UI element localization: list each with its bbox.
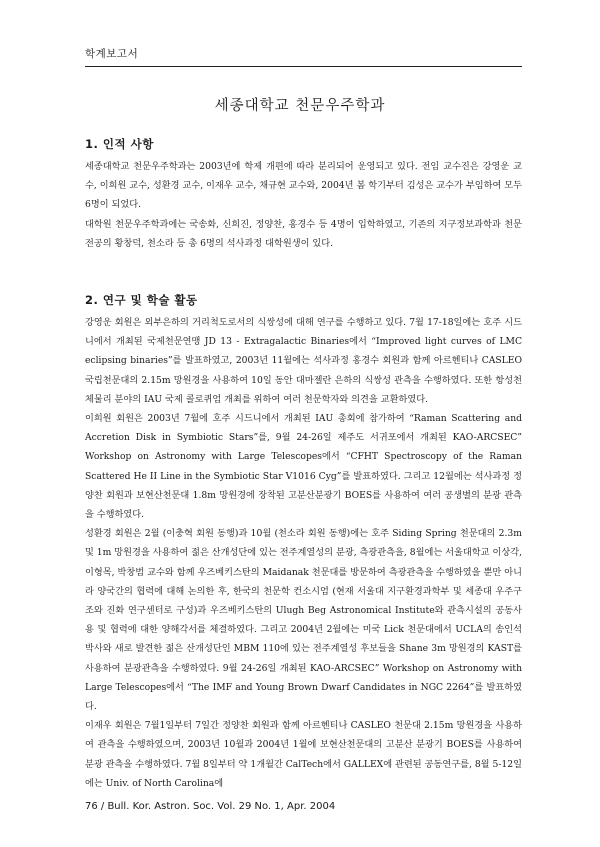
paragraph: 이재우 회원은 7월1일부터 7일간 정양찬 회원과 함께 아르헨티나 CASLEO 천문대 2.15m 망원경을 사용하여 관측을 수행하였으며, 2003년 10월과 2004년 1월에 보현산천문대의 고분산 분광기 BOES를 사용하여 분광 관측을 수행하였다. 7월 8일부터 약 1개월간 CalTech에서 GALLEX에 관련된 공동연구를, 8월 5-12일에는 Univ. of North Carolina에 xyxy=(85,720,522,789)
paragraph: 성환경 회원은 2월 (이충혁 회원 동행)과 10월 (천소라 회원 동행)에는 호주 Siding Spring 천문대의 2.3m 및 1m 망원경을 사용하여 젊은 산개성단에 있는 전주계열성의 분광, 측광관측을, 8월에는 서울대학교 이상각, 이형목, 박창범 교수와 함께 우즈베키스탄의 Maidanak 천문대를 방문하여 측광관측을 수행하였을 뿐만 아니라 양국간의 협력에 대해 논의한 후, 한국의 천문학 컨소시엄 (현재 서울대 지구환경과학부 및 세종대 우주구조와 진화 연구센터로 구성)과 우즈베키스탄의 Ulugh Beg Astronomical Institute와 관측시설의 공동사용 및 협력에 대한 양해각서를 체결하였다. 그리고 2004년 2월에는 미국 Lick 천문대에서 UCLA의 송인석 박사와 새로 발견한 젊은 산개성단인 MBM 110에 있는 전주계열성 후보들을 Shane 3m 망원경의 KAST를 사용하여 분광관측을 수행하였다. 9월 24-26일 개최된 KAO-ARCSEC” Workshop on Astronomy with Large Telescopes에서 “The IMF and Young Brown Dwarf Candidates in NGC 2264”를 발표하였다. xyxy=(85,528,522,713)
paragraph: 강영운 회원은 외부은하의 거리척도로서의 식쌍성에 대해 연구를 수행하고 있다. 7월 17-18일에는 호주 시드니에서 개최된 국제천문연맹 JD 13 - Extragalactic Binaries에서 “Improved light curves of LMC eclipsing binaries”를 발표하였고, 2003년 11월에는 석사과정 홍경수 회원과 함께 아르헨티나 CASLEO 국립천문대의 2.15m 망원경을 사용하여 10일 동안 대마젤란 은하의 식쌍성 관측을 수행하였다. 또한 항성천체물리 분야의 IAU 국제 콜로퀴엄 개최를 위하여 여러 천문학자와 의견을 교환하였다. xyxy=(85,317,522,405)
header-rule xyxy=(85,66,522,67)
page-footer: 76 / Bull. Kor. Astron. Soc. Vol. 29 No. 1, Apr. 2004 xyxy=(85,801,336,812)
section-heading-personnel: 1. 인적 사항 xyxy=(85,137,154,151)
running-head: 학계보고서 xyxy=(85,48,139,60)
article-title: 세종대학교 천문우주학과 xyxy=(214,98,386,114)
section-body-personnel xyxy=(85,157,522,253)
section-heading-research: 2. 연구 및 학술 활동 xyxy=(85,293,198,307)
paragraph: 이희원 회원은 2003년 7월에 호주 시드니에서 개최된 IAU 총회에 참가하여 “Raman Scattering and Accretion Disk in Symbiotic Stars”를, 9월 24-26일 제주도 서귀포에서 개최된 KAO-ARCSEC” Workshop on Astronomy with Large Telescopes에서 “CFHT Spectroscopy of the Raman Scattered He II Line in the Symbiotic Star V1016 Cyg”를 발표하였다. 그리고 12월에는 석사과정 정양찬 회원과 보현산천문대 1.8m 망원경에 장착된 고분산분광기 BOES를 사용하여 여러 공생별의 분광 관측을 수행하였다. xyxy=(85,413,522,521)
section-body-research xyxy=(85,313,522,793)
paragraph: 세종대학교 천문우주학과는 2003년에 학제 개편에 따라 분리되어 운영되고 있다. 전임 교수진은 강영운 교수, 이희원 교수, 성환경 교수, 이재우 교수, 채규현 교수와, 2004년 봄 학기부터 김성은 교수가 부임하여 모두 6명이 되었다. xyxy=(85,161,522,211)
paragraph: 대학원 천문우주학과에는 국송화, 신희진, 정양찬, 홍경수 등 4명이 입학하였고, 기존의 지구정보과학과 천문전공의 황창덕, 천소라 등 총 6명의 석사과정 대학원생이 있다. xyxy=(85,218,522,249)
